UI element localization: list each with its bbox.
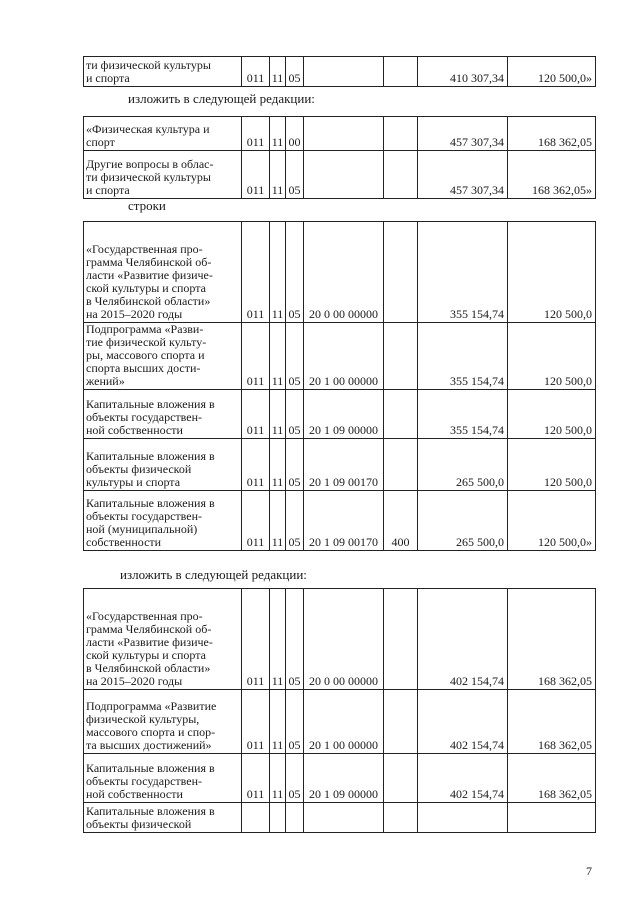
table-row [84,690,596,754]
amount-first: 355 154,74 [418,390,508,439]
code-section: 11 [270,491,286,551]
table-row [84,117,596,151]
caption-lines: строки [128,198,166,213]
amount-second [508,803,596,833]
code-subsection: 05 [286,151,304,199]
amount-second: 168 362,05 [508,754,596,803]
code-subsection [286,803,304,833]
caption-edit-2: изложить в следующей редакции: [120,567,307,582]
caption-edit-1: изложить в следующей редакции: [128,91,315,106]
code-subsection: 00 [286,117,304,151]
amount-first: 402 154,74 [418,690,508,754]
code-target: 20 1 09 00000 [304,754,384,803]
code-expense-type [384,803,418,833]
code-subsection: 05 [286,323,304,390]
code-ministry: 011 [242,690,270,754]
code-ministry: 011 [242,57,270,87]
code-expense-type [384,151,418,199]
code-ministry: 011 [242,323,270,390]
table-row [84,222,596,323]
amount-second: 120 500,0 [508,390,596,439]
amount-first: 355 154,74 [418,323,508,390]
amount-second: 120 500,0 [508,222,596,323]
code-ministry: 011 [242,151,270,199]
amount-second: 168 362,05 [508,589,596,690]
row-name: Подпрограмма «Развитие физической культуры, массового спорта и спор- та высших достижений» [84,690,242,754]
code-section: 11 [270,222,286,323]
row-name: Капитальные вложения в объекты физической культуры и спорта [84,439,242,491]
row-name: «Государственная про- грамма Челябинской об- ласти «Развитие физиче- ской культуры и спорта в Челябинской области» на 2015–2020 годы [84,589,242,690]
code-expense-type [384,222,418,323]
table-row [84,323,596,390]
code-expense-type [384,589,418,690]
amount-second: 120 500,0» [508,491,596,551]
row-name: Капитальные вложения в объекты государствен- ной (муниципальной) собственности [84,491,242,551]
code-subsection: 05 [286,57,304,87]
code-ministry: 011 [242,491,270,551]
amount-first: 402 154,74 [418,589,508,690]
amount-first: 355 154,74 [418,222,508,323]
code-ministry [242,803,270,833]
row-name: «Физическая культура и спорт [84,117,242,151]
code-ministry: 011 [242,390,270,439]
code-section: 11 [270,439,286,491]
code-target: 20 1 00 00000 [304,323,384,390]
code-section: 11 [270,754,286,803]
code-subsection: 05 [286,222,304,323]
amount-second: 168 362,05» [508,151,596,199]
code-section: 11 [270,690,286,754]
code-ministry: 011 [242,439,270,491]
code-expense-type: 400 [384,491,418,551]
row-name: Капитальные вложения в объекты физической [84,803,242,833]
table-row [84,754,596,803]
code-subsection: 05 [286,439,304,491]
code-expense-type [384,439,418,491]
budget-table-1 [83,56,596,87]
amount-second: 168 362,05 [508,690,596,754]
code-ministry: 011 [242,754,270,803]
page-number: 7 [586,864,592,878]
code-expense-type [384,117,418,151]
amount-first [418,803,508,833]
code-target: 20 1 09 00000 [304,390,384,439]
code-target: 20 1 09 00170 [304,439,384,491]
row-name: ти физической культуры и спорта [84,57,242,87]
code-target: 20 0 00 00000 [304,222,384,323]
code-section: 11 [270,117,286,151]
code-expense-type [384,323,418,390]
budget-table-2 [83,116,596,199]
row-name: Другие вопросы в облас- ти физической культуры и спорта [84,151,242,199]
code-ministry: 011 [242,222,270,323]
table-row [84,390,596,439]
amount-first: 410 307,34 [418,57,508,87]
code-target [304,117,384,151]
table-row [84,803,596,833]
code-target [304,151,384,199]
code-section [270,803,286,833]
code-target: 20 0 00 00000 [304,589,384,690]
code-expense-type [384,390,418,439]
code-expense-type [384,690,418,754]
amount-first: 265 500,0 [418,439,508,491]
table-row [84,151,596,199]
code-section: 11 [270,390,286,439]
amount-first: 457 307,34 [418,151,508,199]
code-target [304,57,384,87]
code-subsection: 05 [286,690,304,754]
code-section: 11 [270,57,286,87]
table-row [84,491,596,551]
row-name: «Государственная про- грамма Челябинской об- ласти «Развитие физиче- ской культуры и спорта в Челябинской области» на 2015–2020 годы [84,222,242,323]
table-row [84,439,596,491]
table-row [84,589,596,690]
amount-second: 120 500,0» [508,57,596,87]
amount-second: 168 362,05 [508,117,596,151]
row-name: Капитальные вложения в объекты государствен- ной собственности [84,390,242,439]
amount-first: 265 500,0 [418,491,508,551]
code-ministry: 011 [242,589,270,690]
code-subsection: 05 [286,491,304,551]
amount-second: 120 500,0 [508,439,596,491]
code-section: 11 [270,589,286,690]
code-subsection: 05 [286,390,304,439]
code-ministry: 011 [242,117,270,151]
row-name: Подпрограмма «Разви- тие физической культу- ры, массового спорта и спорта высших дости- жений» [84,323,242,390]
code-section: 11 [270,151,286,199]
table-row [84,57,596,87]
code-expense-type [384,754,418,803]
code-subsection: 05 [286,754,304,803]
code-expense-type [384,57,418,87]
code-target: 20 1 09 00170 [304,491,384,551]
amount-first: 457 307,34 [418,117,508,151]
budget-table-3 [83,221,596,551]
row-name: Капитальные вложения в объекты государствен- ной собственности [84,754,242,803]
code-subsection: 05 [286,589,304,690]
code-section: 11 [270,323,286,390]
amount-first: 402 154,74 [418,754,508,803]
budget-table-4 [83,588,596,833]
code-target: 20 1 00 00000 [304,690,384,754]
amount-second: 120 500,0 [508,323,596,390]
code-target [304,803,384,833]
